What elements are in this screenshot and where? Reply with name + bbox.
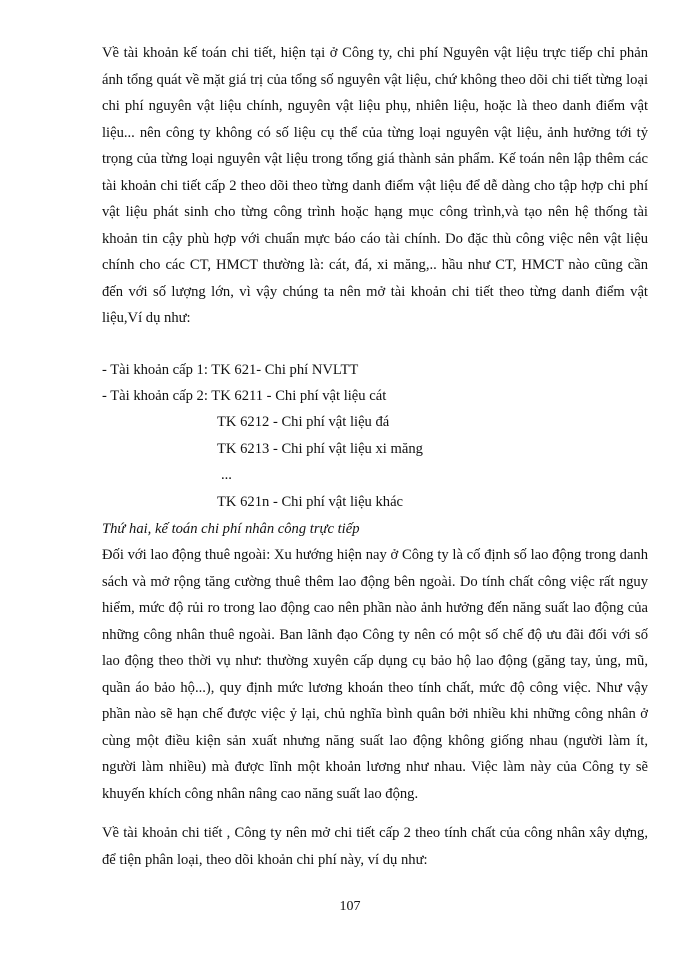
account-level-2: - Tài khoản cấp 2: TK 6211 - Chi phí vật liệu cát bbox=[102, 388, 387, 404]
page-number: 107 bbox=[339, 899, 361, 914]
paragraph-labor-accounts: Về tài khoản chi tiết , Công ty nên mở chi tiết cấp 2 theo tính chất của công nhân xây dựng, để tiện phân loại, theo dõi khoản chi phí này, ví dụ như: bbox=[102, 825, 648, 868]
account-level-1: - Tài khoản cấp 1: TK 621- Chi phí NVLTT bbox=[102, 362, 359, 378]
paragraph-account-details: Về tài khoản kế toán chi tiết, hiện tại ở Công ty, chi phí Nguyên vật liệu trực tiếp chỉ phản ánh tổng quát về mặt giá trị của tổng số nguyên vật liệu, chứ không theo dõi chi tiết từng loại chi phí nguyên vật liệu chính, nguyên vật liệu phụ, nhiên liệu, hoặc là theo danh điểm vật liệu... nên công ty không có số liệu cụ thể của từng loại nguyên vật liệu, ảnh hưởng tới tỷ trọng của từng loại nguyên vật liệu trong tổng giá thành sản phẩm. Kế toán nên lập thêm các tài khoản chi tiết cấp 2 theo dõi theo từng danh điểm vật liệu để dễ dàng cho tập hợp chi phí vật liệu phát sinh cho từng công trình hoặc hạng mục công trình,và tạo nên hệ thống tài khoản tin cậy phù hợp với chuẩn mực báo cáo tài chính. Do đặc thù công việc nên vật liệu chính cho các CT, HMCT thường là: cát, đá, xi măng,.. hầu như CT, HMCT nào cũng cần đến với số lượng lớn, vì vậy chúng ta nên mở tài khoản chi tiết theo từng danh điểm vật liệu,Ví dụ như: bbox=[102, 45, 648, 326]
account-sub-item: TK 6212 - Chi phí vật liệu đá bbox=[217, 414, 390, 430]
paragraph-outsourced-labor: Đối với lao động thuê ngoài: Xu hướng hiện nay ở Công ty là cố định số lao động trong danh sách và mở rộng tăng cường thuê thêm lao động bên ngoài. Do tính chất công việc rất nguy hiểm, mức độ rủi ro trong lao động cao nên phần nào ảnh hưởng đến năng suất lao động của những công nhân thuê ngoài. Ban lãnh đạo Công ty nên có một số chế độ ưu đãi đối với số lao động theo thời vụ như: thường xuyên cấp dụng cụ bảo hộ lao động (găng tay, ủng, mũ, quần áo bảo hộ...), quy định mức lương khoán theo tính chất, mức độ công việc. Như vậy phần nào sẽ hạn chế được việc ỷ lại, chủ nghĩa bình quân bởi nhiều khi những công nhân ở cùng một điều kiện sản xuất nhưng năng suất lao động không giống nhau (người làm ít, người làm nhiều) mà được lĩnh một khoản lương như nhau. Việc làm này của Công ty sẽ khuyến khích công nhân nâng cao năng suất lao động. bbox=[102, 547, 648, 802]
section-heading: Thứ hai, kế toán chi phí nhân công trực tiếp bbox=[102, 521, 360, 537]
account-ellipsis: ... bbox=[221, 467, 232, 483]
account-last-item: TK 621n - Chi phí vật liệu khác bbox=[217, 494, 404, 510]
account-sub-item: TK 6213 - Chi phí vật liệu xi măng bbox=[217, 441, 423, 457]
